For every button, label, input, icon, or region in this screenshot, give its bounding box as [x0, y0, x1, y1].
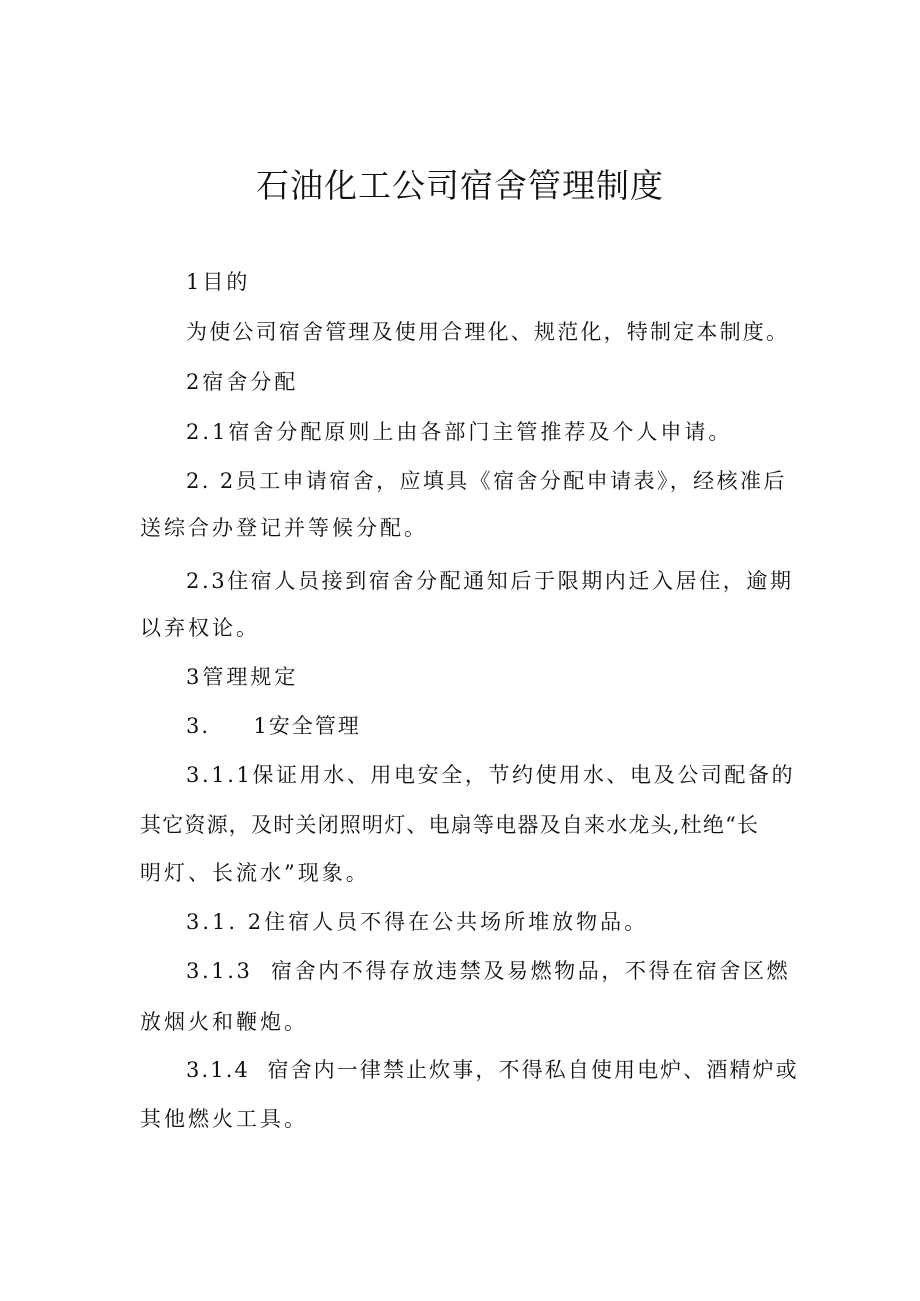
- paragraph-2-2-line-2: 送综合办登记并等候分配。: [140, 516, 428, 540]
- subsection-heading-safety: 3. 1安全管理: [186, 714, 361, 738]
- section-heading-allocation: 2宿舍分配: [186, 370, 299, 394]
- paragraph-3-1-1-line-1: 3.1.1保证用水、用电安全，节约使用水、电及公司配备的: [186, 763, 796, 787]
- paragraph-2-2-line-1: 2. 2员工申请宿舍，应填具《宿舍分配申请表》，经核准后: [186, 469, 787, 493]
- paragraph-3-1-1-line-3: 明灯、长流水”现象。: [140, 861, 370, 885]
- paragraph-3-1-1-line-2: 其它资源，及时关闭照明灯、电扇等电器及自来水龙头,杜绝“长: [140, 813, 760, 837]
- paragraph-2-3-line-1: 2.3住宿人员接到宿舍分配通知后于限期内迁入居住，逾期: [186, 569, 794, 593]
- paragraph-2-3-line-2: 以弃权论。: [140, 616, 260, 640]
- paragraph-purpose: 为使公司宿舍管理及使用合理化、规范化，特制定本制度。: [186, 320, 790, 344]
- paragraph-3-1-4-line-1: 3.1.4 宿舍内一律禁止炊事，不得私自使用电炉、酒精炉或: [186, 1058, 799, 1082]
- paragraph-3-1-4-line-2: 其他燃火工具。: [140, 1107, 308, 1131]
- paragraph-3-1-3-line-1: 3.1.3 宿舍内不得存放违禁及易燃物品，不得在宿舍区燃: [186, 959, 791, 983]
- document-title: 石油化工公司宿舍管理制度: [256, 166, 664, 205]
- paragraph-2-1: 2.1宿舍分配原则上由各部门主管推荐及个人申请。: [186, 420, 733, 444]
- section-heading-rules: 3管理规定: [186, 665, 299, 689]
- paragraph-3-1-2: 3.1. 2住宿人员不得在公共场所堆放物品。: [186, 910, 649, 934]
- paragraph-3-1-3-line-2: 放烟火和鞭炮。: [140, 1010, 308, 1034]
- section-heading-purpose: 1目的: [186, 270, 251, 294]
